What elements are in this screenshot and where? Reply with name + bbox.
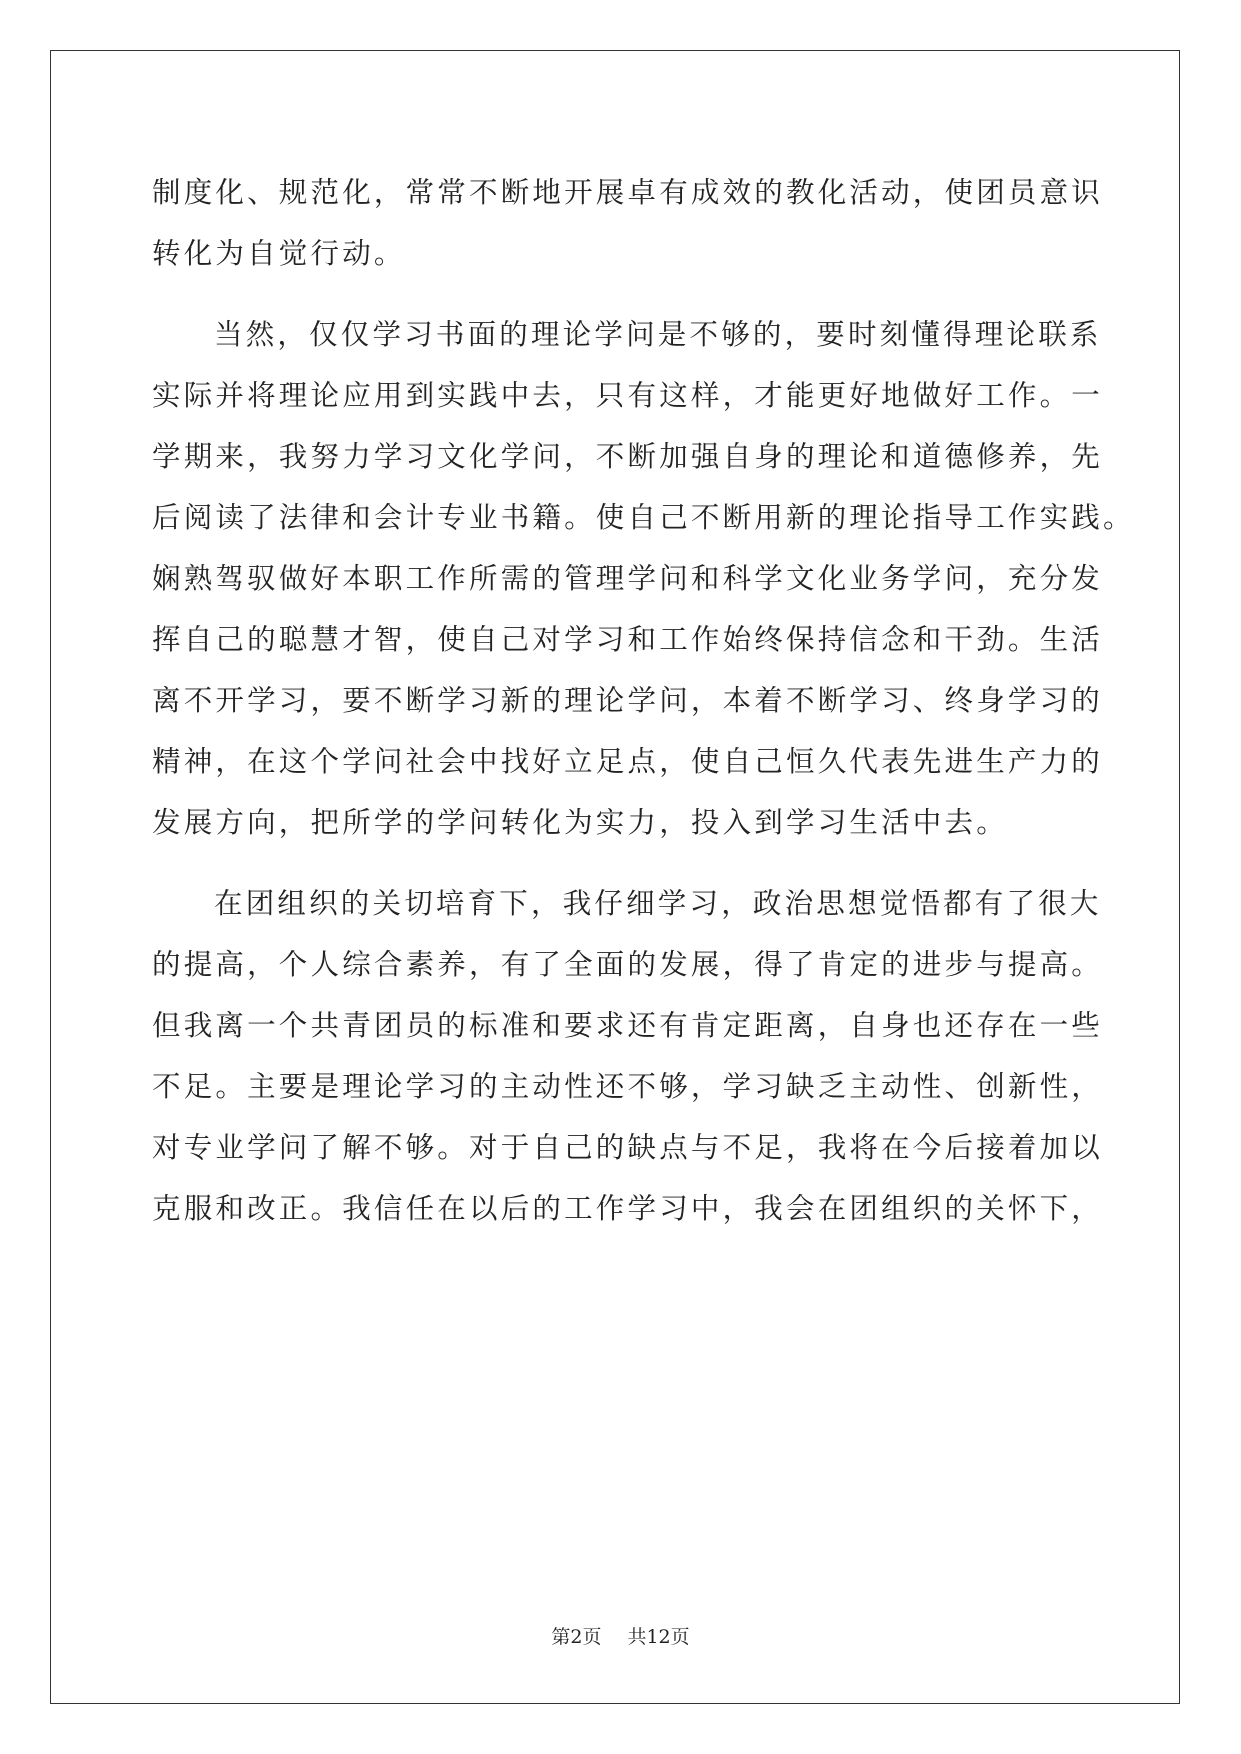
current-page-number: 第2页 xyxy=(551,1626,602,1648)
text-line: 对专业学问了解不够。对于自己的缺点与不足，我将在今后接着加以 xyxy=(152,1131,1104,1164)
total-page-count: 共12页 xyxy=(627,1626,690,1648)
document-body xyxy=(152,162,1135,1239)
text-line: 离不开学习，要不断学习新的理论学问，本着不断学习、终身学习的 xyxy=(152,684,1104,717)
text-line: 后阅读了法律和会计专业书籍。使自己不断用新的理论指导工作实践。 xyxy=(152,501,1135,534)
text-line: 学期来，我努力学习文化学问，不断加强自身的理论和道德修养，先 xyxy=(152,440,1104,473)
text-line: 精神，在这个学问社会中找好立足点，使自己恒久代表先进生产力的 xyxy=(152,745,1104,778)
text-line: 娴熟驾驭做好本职工作所需的管理学问和科学文化业务学问，充分发 xyxy=(152,562,1104,595)
text-line: 在团组织的关切培育下，我仔细学习，政治思想觉悟都有了很大 xyxy=(214,887,1102,920)
text-line: 当然，仅仅学习书面的理论学问是不够的，要时刻懂得理论联系 xyxy=(214,318,1102,351)
text-line: 转化为自觉行动。 xyxy=(152,237,406,270)
text-line: 发展方向，把所学的学问转化为实力，投入到学习生活中去。 xyxy=(152,806,1008,839)
text-line: 不足。主要是理论学习的主动性还不够，学习缺乏主动性、创新性， xyxy=(152,1070,1104,1103)
text-line: 但我离一个共青团员的标准和要求还有肯定距离，自身也还存在一些 xyxy=(152,1009,1104,1042)
text-line: 实际并将理论应用到实践中去，只有这样，才能更好地做好工作。一 xyxy=(152,379,1104,412)
text-line: 挥自己的聪慧才智，使自己对学习和工作始终保持信念和干劲。生活 xyxy=(152,623,1104,656)
text-line: 的提高，个人综合素养，有了全面的发展，得了肯定的进步与提高。 xyxy=(152,948,1104,981)
page-footer xyxy=(0,1622,1241,1649)
text-line: 制度化、规范化，常常不断地开展卓有成效的教化活动，使团员意识 xyxy=(152,176,1104,209)
text-line: 克服和改正。我信任在以后的工作学习中，我会在团组织的关怀下， xyxy=(152,1192,1104,1225)
